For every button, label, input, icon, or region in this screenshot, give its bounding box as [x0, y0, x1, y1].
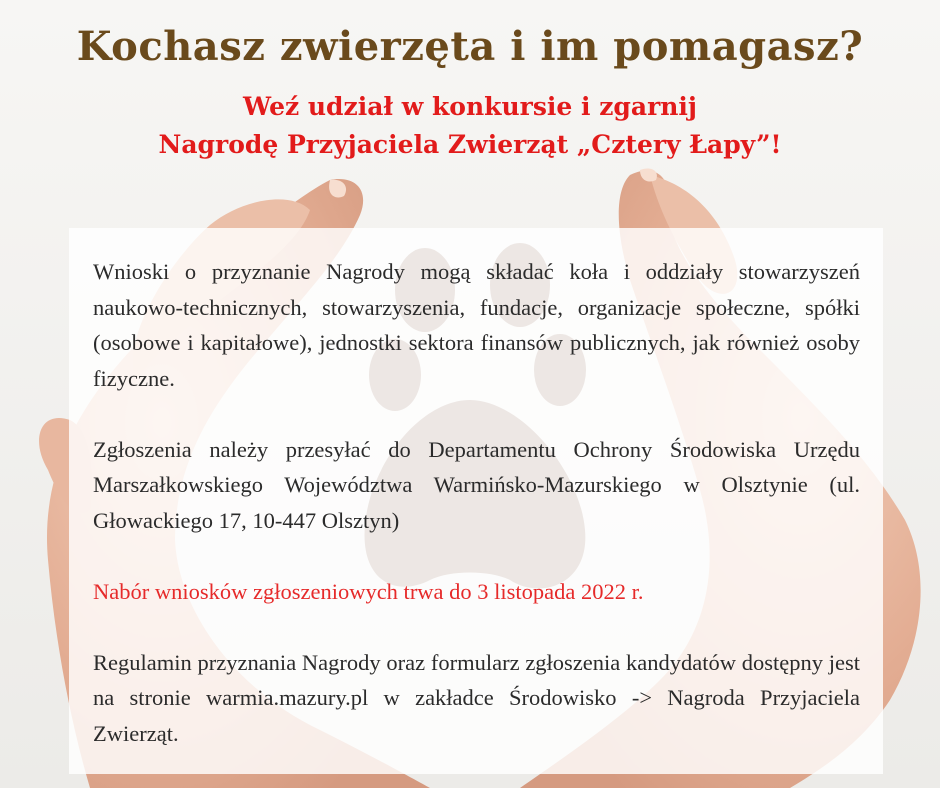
eligibility-paragraph: Wnioski o przyznanie Nagrody mogą składać koła i oddziały stowarzyszeń naukowo-technicznych, stowarzyszenia, fundacje, organizacje społeczne, spółki (osobowe i kapitałowe), jednostki sektora finansów publicznych, jak również osoby fizyczne.	[93, 259, 860, 391]
subtitle-line-1: Weź udział w konkursie i zgarnij	[243, 92, 697, 121]
page-title: Kochasz zwierzęta i im pomagasz?	[76, 23, 864, 70]
regulations-paragraph: Regulamin przyznania Nagrody oraz formularz zgłoszenia kandydatów dostępny jest na stronie warmia.mazury.pl w zakładce Środowisko -> Nagroda Przyjaciela Zwierząt.	[93, 649, 860, 746]
subtitle-line-2: Nagrodę Przyjaciela Zwierząt „Cztery Łapy”!	[158, 130, 782, 159]
deadline-notice: Nabór wniosków zgłoszeniowych trwa do 3 listopada 2022 r.	[93, 578, 644, 604]
submission-address-paragraph: Zgłoszenia należy przesyłać do Departamentu Ochrony Środowiska Urzędu Marszałkowskiego Województwa Warmińsko-Mazurskiego w Olsztynie (ul. Głowackiego 17, 10-447 Olsztyn)	[93, 436, 860, 533]
page-subtitle	[0, 88, 940, 164]
info-content	[93, 254, 860, 787]
